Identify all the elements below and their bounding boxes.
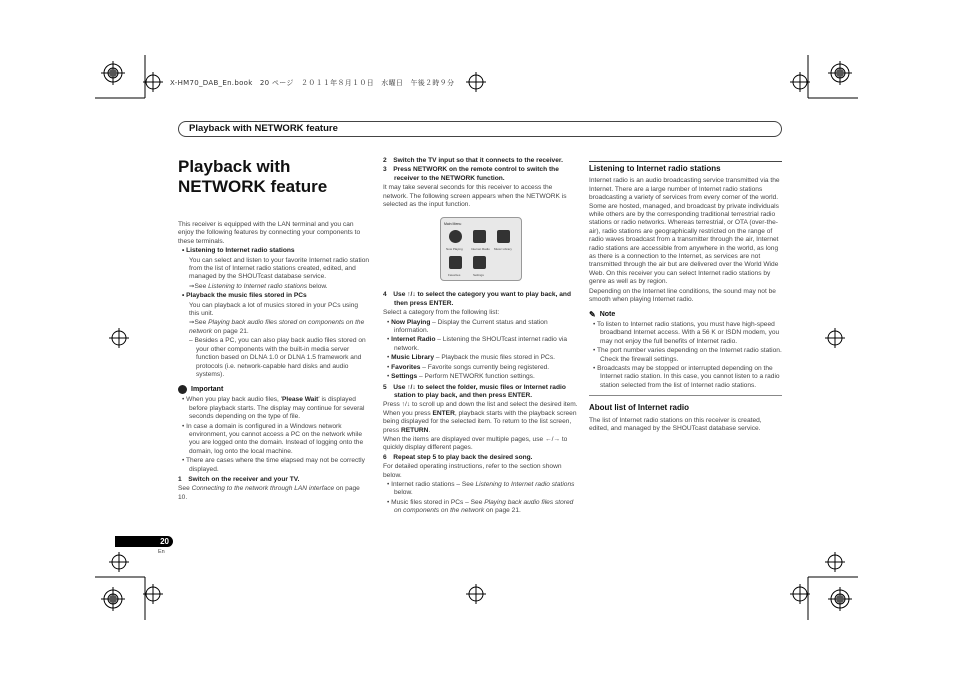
page-number: 20 — [115, 536, 173, 547]
page-title: Playback with NETWORK feature — [178, 157, 328, 196]
link-connecting-lan[interactable]: Connecting to the network through LAN interface — [191, 485, 335, 493]
step-4-text: Select a category from the following list: — [383, 309, 500, 317]
step-3-text: It may take several seconds for this receiver to access the network. The following screen appears when the NETWORK is selected as the input function. — [383, 184, 567, 209]
main-menu-screen — [440, 217, 522, 281]
see-music-files: • Music files stored in PCs – See Playing back audio files stored on components on the network on page 21. — [387, 498, 574, 515]
heading-internet-radio: Listening to Internet radio stations — [589, 161, 782, 173]
print-header: X-HM70_DAB_En.book 20 ページ ２０１１年８月１０日 水曜日 午後２時９分 — [170, 79, 455, 87]
menu-title: Main Menu — [444, 222, 462, 227]
step-5-pages: When the items are displayed over multiple pages, use ←/→ to quickly display different pages. — [383, 435, 568, 452]
now-playing-icon — [449, 230, 462, 243]
link-listening-radio-2[interactable]: Listening to Internet radio stations — [475, 480, 575, 488]
feature-2-dash: – Besides a PC, you can also play back audio files stored on your other components with the built-in media server function based on DLNA 1.0 or DLNA 1.5 framework and protocols (i.e. network-capable hard disks and audio systems). — [189, 337, 366, 378]
page-language: En — [158, 549, 165, 555]
music-library-icon — [497, 230, 510, 243]
note-item-3: • Broadcasts may be stopped or interrupted depending on the Internet radio station. In this case, you cannot listen to a radio station selected from the list of Internet radio stations. — [593, 364, 780, 389]
about-list-text: The list of Internet radio stations on this receiver is created, edited, and managed by the SHOUTcast database service. — [589, 416, 762, 432]
heading-about-list: About list of Internet radio — [589, 403, 689, 413]
column-3 — [589, 157, 782, 434]
feature-2-text: You can playback a lot of musics stored in your PCs using this unit. — [189, 301, 359, 318]
step-2: 2 Switch the TV input so that it connects to the receiver. — [383, 157, 563, 164]
important-icon — [178, 385, 187, 394]
pencil-icon: ✎ — [589, 309, 596, 319]
step-6-text: For detailed operating instructions, refer to the section shown below. — [383, 463, 562, 479]
feature-1-text: You can select and listen to your favorite Internet radio station from the list of Internet radio stations created, edited, and managed by the SHOUTcast database service. — [189, 256, 370, 281]
step-5: 5 Use ↑/↓ to select the folder, music files or Internet radio station to play back, and then press ENTER. — [383, 383, 566, 399]
link-playing-audio[interactable]: Playing back audio files stored on components on the network — [189, 319, 365, 335]
menu-label-internet-radio: Internet Radio — [471, 247, 490, 252]
category-now-playing: • Now Playing – Display the Current status and station information. — [387, 318, 548, 335]
feature-2-see: ➞See Playing back audio files stored on components on the network on page 21. — [189, 319, 365, 335]
settings-icon — [473, 256, 486, 269]
step-3: 3 Press NETWORK on the remote control to switch the receiver to the NETWORK function. — [383, 166, 559, 182]
step-5-text: Press ↑/↓ to scroll up and down the list and select the desired item. When you press ENTER, playback starts with the playback screen being displayed for the selected item. To return to the list screen, press RETURN. — [383, 401, 578, 434]
note-heading: ✎ Note — [589, 309, 616, 319]
section-banner — [178, 121, 782, 137]
menu-label-settings: Settings — [473, 273, 484, 278]
important-item-1: • When you play back audio files, 'Please Wait' is displayed before playback starts. The display may continue for several seconds depending on the type of file. — [182, 396, 365, 421]
important-item-3: • There are cases where the time elapsed may not be correctly displayed. — [182, 457, 365, 473]
category-music-library: • Music Library – Playback the music files stored in PCs. — [387, 354, 555, 362]
internet-radio-icon — [473, 230, 486, 243]
section-banner-label: Playback with NETWORK feature — [189, 123, 338, 134]
favorites-icon — [449, 256, 462, 269]
step-6: 6 Repeat step 5 to play back the desired song. — [383, 453, 533, 461]
step-4: 4 Use ↑/↓ to select the category you want to play back, and then press ENTER. — [383, 291, 571, 307]
menu-label-favorites: Favorites — [448, 273, 461, 278]
note-item-1: • To listen to Internet radio stations, you must have high-speed broadband Internet access. With a 56 K or ISDN modem, you may not enjoy the full benefits of Internet radio. — [593, 320, 780, 345]
radio-line-conditions: Depending on the Internet line conditions, the sound may not be smooth when playing Internet radio. — [589, 287, 776, 304]
note-box — [589, 311, 782, 397]
column-1 — [178, 157, 370, 503]
step-1-see: See Connecting to the network through LAN interface on page 10. — [178, 485, 360, 501]
intro-text: This receiver is equipped with the LAN terminal and you can enjoy the following features by connecting your components to these terminals. — [178, 221, 361, 245]
note-item-2: • The port number varies depending on the Internet radio station. Check the firewall settings. — [593, 347, 782, 363]
important-item-2: • In case a domain is configured in a Windows network environment, you cannot access a PC on the network while you are logged onto the domain. Instead of logging onto the domain, log onto the local machine. — [182, 422, 364, 455]
important-heading: Important — [178, 385, 370, 394]
step-1: 1 Switch on the receiver and your TV. — [178, 475, 300, 483]
menu-label-now-playing: Now Playing — [446, 247, 463, 252]
radio-description: Internet radio is an audio broadcasting service transmitted via the Internet. There are a large number of Internet radio stations broadcasting a variety of services from every corner of the world. Some are hosted, managed, and broadcast by private individuals while others are by the corresponding traditional terrestrial radio stations or radio networks. Whereas terrestrial, or OTA (over-the-air), radio stations are geographically restricted on the range of radio waves broadcast from a transmitter through the air, Internet radio stations are accessible from anywhere in the world, as long as there is a connection to the Internet, as services are not transmitted through the air but are delivered over the World Wide Web. On this receiver you can select Internet radio stations by genre as well as by region. — [589, 177, 780, 286]
link-playing-audio-2[interactable]: Playing back audio files stored on components on the network — [394, 498, 574, 515]
column-2 — [383, 157, 578, 517]
feature-bullet-1: • Listening to Internet radio stations — [182, 247, 295, 255]
category-favorites: • Favorites – Favorite songs currently being registered. — [387, 363, 550, 371]
link-listening-radio[interactable]: Listening to Internet radio stations — [208, 282, 308, 290]
feature-1-see: ➞See Listening to Internet radio stations below. — [189, 282, 328, 290]
see-internet-radio: • Internet radio stations – See Listening to Internet radio stations below. — [387, 480, 575, 497]
feature-bullet-2: • Playback the music files stored in PCs — [182, 292, 307, 300]
menu-label-music-library: Music Library — [494, 247, 512, 252]
category-internet-radio: • Internet Radio – Listening the SHOUTcast internet radio via network. — [387, 336, 568, 352]
category-settings: • Settings – Perform NETWORK function settings. — [387, 373, 535, 381]
